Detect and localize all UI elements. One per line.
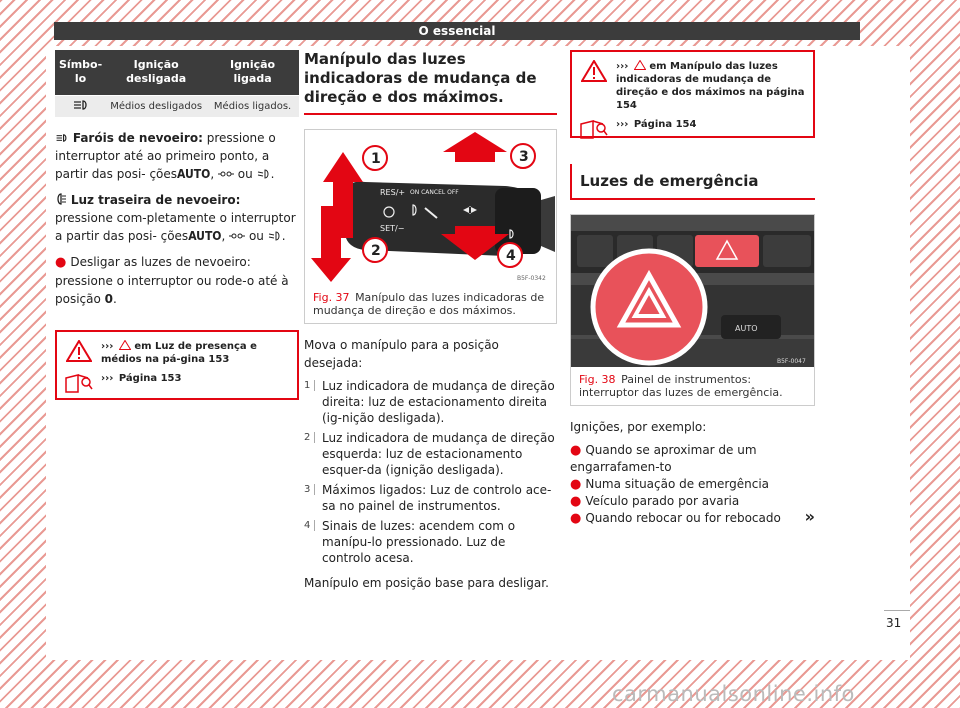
- list-item: ● Quando se aproximar de um engarrafamen-to: [570, 443, 757, 474]
- stalk-steps: [304, 378, 557, 566]
- figure-38: [570, 214, 815, 406]
- warning-ref-text[interactable]: em Manípulo das luzes indicadoras de mudança de direção e dos máximos na página 154: [616, 61, 805, 111]
- warning-triangle-icon: [66, 340, 92, 362]
- figure-37: [304, 129, 557, 324]
- section-title-hazard: Luzes de emergência: [570, 164, 815, 200]
- stalk-label-cancel: ON CANCEL OFF: [410, 189, 459, 196]
- fog-off-bullet: ● Desligar as luzes de nevoeiro: pressione o interruptor ou rode-o até à posição 0.: [55, 255, 289, 306]
- list-item: 1 Luz indicadora de mudança de direção direita: luz de estacionamento direita (ig-nição desligada).: [304, 379, 555, 425]
- list-item: 2 Luz indicadora de mudança de direção esquerda: luz de estacionamento esquer-da (ignição desligada).: [304, 431, 555, 477]
- auto-symbol: AUTO: [177, 167, 211, 181]
- fog-rear-label: Luz traseira de nevoeiro:: [70, 193, 241, 207]
- column-middle: [304, 50, 557, 592]
- fog-light-icon: [72, 99, 90, 111]
- callout-3: 3: [519, 149, 529, 165]
- symbol-table: [55, 50, 299, 117]
- stalk-outro: Manípulo em posição base para desligar.: [304, 576, 549, 590]
- page-ref-link[interactable]: Página 154: [633, 119, 697, 130]
- hazard-list: [570, 442, 815, 527]
- table-cell-on: Médios ligados.: [206, 95, 299, 117]
- section-title-stalk: Manípulo das luzes indicadoras de mudança de direção e dos máximos.: [304, 50, 557, 115]
- warning-ref-text[interactable]: em Luz de presença e médios na pá-gina 153: [101, 341, 257, 365]
- table-cell-off: Médios desligados: [106, 95, 206, 117]
- callout-2: 2: [371, 243, 381, 259]
- page-ref-link[interactable]: Página 153: [118, 373, 182, 384]
- bullet-icon: ●: [55, 255, 67, 270]
- turn-signal-stalk-illustration: [305, 130, 556, 285]
- figure-37-caption: Fig. 37 Manípulo das luzes indicadoras de mudança de direção e dos máximos.: [313, 291, 545, 317]
- fog-front-paragraph: Faróis de nevoeiro: pressione o interruptor até ao primeiro ponto, a partir das posi- çõesAUTO, ou .: [55, 131, 276, 181]
- warning-small-icon: [634, 60, 646, 70]
- figure-code: B5F-0342: [517, 275, 546, 282]
- table-header-off: Ignição desligada: [106, 50, 206, 95]
- figure-38-image: [571, 215, 814, 367]
- list-item: ● Numa situação de emergência: [570, 477, 770, 492]
- rear-fog-icon: [55, 193, 67, 205]
- page-number: 31: [886, 616, 902, 630]
- column-left: [55, 50, 299, 400]
- continue-arrow: »: [804, 507, 815, 526]
- callout-4: 4: [506, 248, 516, 264]
- list-item: ● Quando rebocar ou for rebocado »: [570, 507, 815, 526]
- page-header: O essencial: [54, 22, 860, 40]
- warning-small-icon: [119, 340, 131, 350]
- fog-rear-paragraph: Luz traseira de nevoeiro: pressione com-pletamente o interruptor a partir das posi- çõesAUTO, ou .: [55, 193, 296, 243]
- low-beam-icon: [268, 231, 282, 241]
- table-header-symbol: Símbo- lo: [55, 50, 106, 95]
- hazard-panel-illustration: [571, 215, 814, 367]
- list-item: 3 Máximos ligados: Luz de controlo ace-sa no painel de instrumentos.: [304, 483, 552, 513]
- book-search-icon: [579, 118, 609, 140]
- parking-light-icon: [229, 231, 245, 241]
- figure-37-image: [305, 130, 556, 285]
- hazard-intro: Ignições, por exemplo:: [570, 420, 707, 434]
- parking-light-icon: [218, 169, 234, 179]
- book-search-icon: [64, 372, 94, 394]
- watermark: carmanualsonline.info: [612, 682, 855, 706]
- fog-front-label: Faróis de nevoeiro:: [72, 131, 203, 145]
- table-row: [55, 95, 299, 117]
- fog-light-icon: [55, 133, 69, 143]
- callout-1: 1: [371, 151, 381, 167]
- panel-label-auto: AUTO: [735, 324, 758, 333]
- figure-code: B5F-0047: [777, 358, 806, 365]
- low-beam-icon: [257, 169, 271, 179]
- off-position-symbol: 0: [104, 292, 114, 306]
- stalk-label-set: SET/−: [380, 224, 405, 233]
- warning-box-2: ››› em Manípulo das luzes indicadoras de mudança de direção e dos máximos na página 154 ››› Página 154: [570, 50, 815, 138]
- figure-38-caption: Fig. 38 Painel de instrumentos: interruptor das luzes de emergência.: [579, 373, 783, 399]
- stalk-label-res: RES/+: [380, 188, 406, 197]
- list-item: 4 Sinais de luzes: acendem com o manípu-lo pressionado. Luz de controlo acesa.: [304, 519, 516, 565]
- page-number-rule: [884, 610, 910, 611]
- warning-triangle-icon: [581, 60, 607, 82]
- auto-symbol: AUTO: [188, 229, 222, 243]
- table-cell-symbol: [55, 95, 106, 117]
- table-header-on: Ignição ligada: [206, 50, 299, 95]
- stalk-intro: Mova o manípulo para a posição desejada:: [304, 338, 499, 370]
- warning-box-1: ››› em Luz de presença e médios na pá-gina 153 ››› Página 153: [55, 330, 299, 400]
- column-right: [570, 50, 815, 527]
- list-item: ● Veículo parado por avaria: [570, 494, 740, 509]
